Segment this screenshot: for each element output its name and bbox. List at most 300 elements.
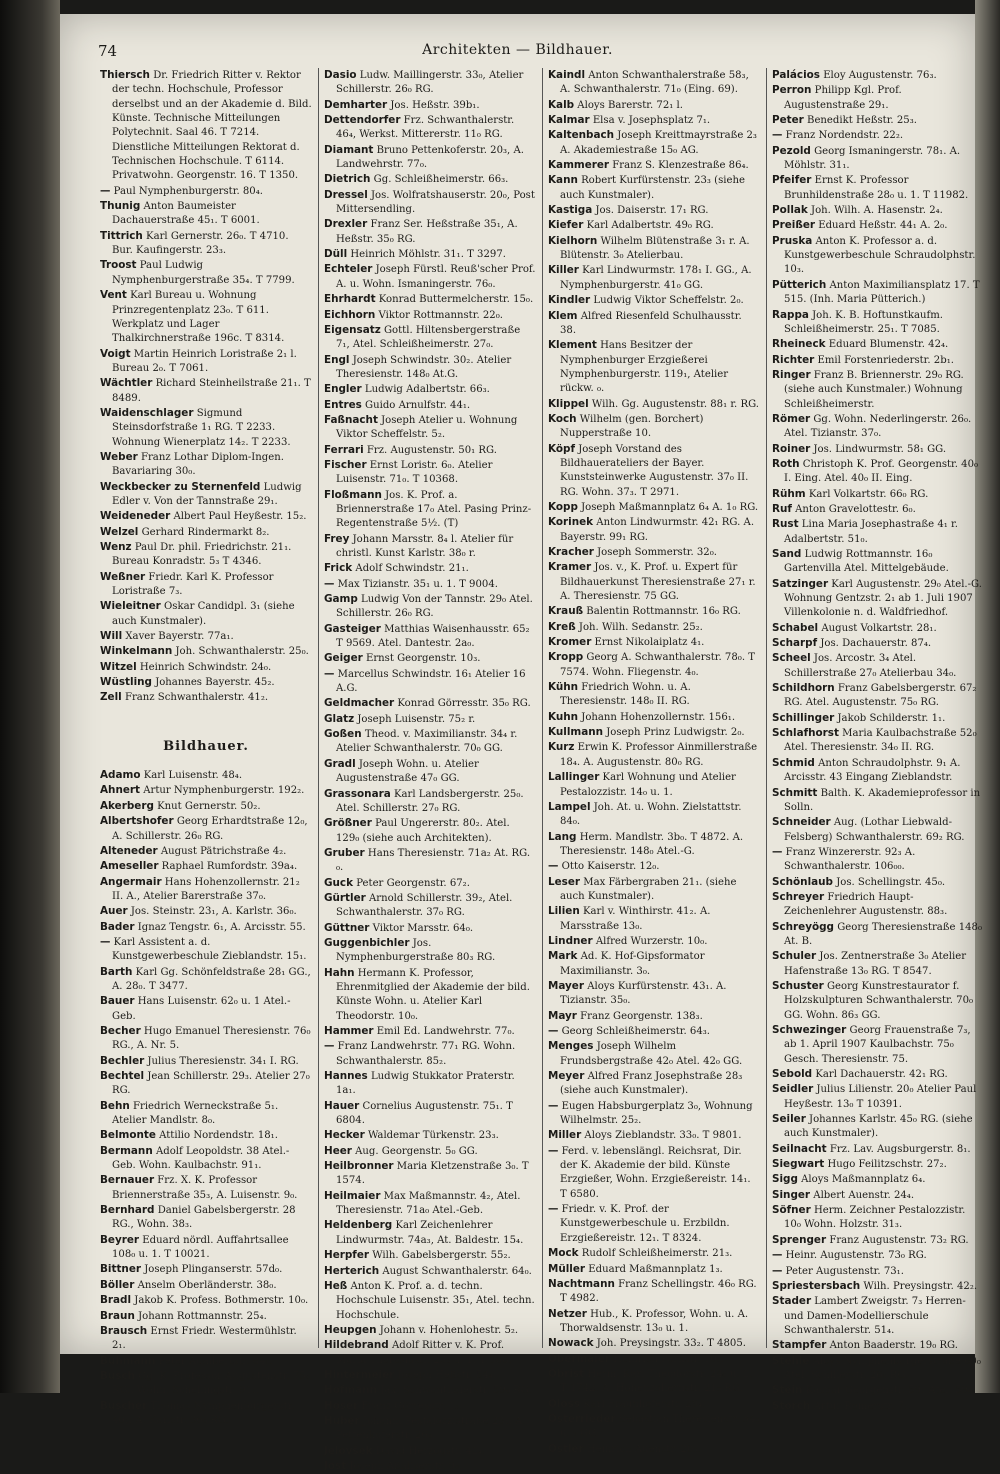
- directory-entry: [772, 144, 984, 174]
- entry-text: Jos. Arcostr. 3₄ Atel. Schillerstraße 27₀ Atelierbau 34₀.: [784, 653, 957, 679]
- entry-name: Demharter: [324, 98, 388, 111]
- entry-name: Schildhorn: [772, 682, 835, 695]
- entry-text: Friedrich Wohn. u. A. Theresienstr. 148₀ II. RG.: [560, 682, 691, 708]
- page-header: [60, 42, 975, 62]
- directory-entry: [100, 229, 312, 259]
- entry-name: Kreß: [548, 620, 576, 633]
- entry-name: Köpf: [548, 442, 575, 455]
- entry-name: Kropp: [548, 651, 584, 664]
- entry-name: Welzel: [100, 525, 139, 538]
- directory-entry: [548, 309, 760, 339]
- entry-name: Albertshofer: [100, 815, 174, 828]
- entry-name: Stein: [772, 1384, 803, 1397]
- column-1: [100, 68, 312, 1426]
- entry-name: Heer: [324, 1144, 352, 1157]
- book-binding: [0, 0, 60, 1393]
- entry-text: Georg Erhardtstraße 12₀, A. Schillerstr. 26₀ RG.: [112, 816, 308, 842]
- entry-text: Waldemar Türkenstr. 23₃.: [367, 1130, 499, 1142]
- directory-entry: [324, 308, 536, 323]
- directory-entry: [548, 203, 760, 218]
- directory-entry: [548, 1412, 760, 1442]
- entry-name: Schneider: [772, 816, 831, 829]
- entry-text: Jos. Heßstr. 39b₁.: [390, 99, 480, 111]
- entry-text: Joseph Plinganserstr. 57d₀.: [144, 1264, 283, 1276]
- entry-name: Stampfer: [772, 1339, 827, 1352]
- entry-text: Hans Besitzer der Nymphenburger Erzgießerei Nymphenburgerstr. 119₁, Atelier rückw. ₀.: [560, 340, 729, 395]
- entry-name: Echteler: [324, 263, 373, 276]
- entry-name: Eichhorn: [324, 308, 376, 321]
- entry-text: Karl Bureau u. Wohnung Prinzregentenplatz 23₀. T 611. Werkplatz und Lager Thalkirchnerstraße 196c. T 8314.: [112, 290, 285, 345]
- entry-text: Karl v. Winthirstr. 41₂. A. Marsstraße 13₀.: [560, 906, 711, 932]
- directory-entry: [100, 199, 312, 229]
- directory-entry: [772, 502, 984, 517]
- directory-entry: [772, 890, 984, 920]
- entry-name: Dietrich: [324, 173, 371, 186]
- entry-text: Joh. Wilh. A. Hasenstr. 2₄.: [811, 205, 943, 217]
- entry-text: Frz. Augustenstr. 50₁ RG.: [366, 444, 497, 456]
- entry-name: Hecker: [324, 1129, 365, 1142]
- directory-entry: [100, 1354, 312, 1369]
- entry-text: Maria Kletzenstraße 3₀. T 1574.: [336, 1161, 529, 1187]
- entry-text: Franz Lothar Diplom-Ingen. Bavariaring 30₀.: [112, 451, 284, 478]
- entry-name: Faßnacht: [324, 413, 378, 426]
- entry-text: Joh. Wilh. Sedanstr. 25₂.: [578, 621, 703, 633]
- directory-entry: [548, 725, 760, 740]
- entry-name: Rühm: [772, 487, 806, 500]
- entry-name: Belmonte: [100, 1129, 156, 1142]
- entry-name: Ostler: [548, 1442, 584, 1455]
- entry-name: Beyrer: [100, 1233, 140, 1246]
- entry-name: Akerberg: [100, 799, 154, 812]
- entry-name: Klement: [548, 339, 597, 352]
- directory-entry: [772, 173, 984, 203]
- directory-entry: [548, 800, 760, 830]
- entry-name: Schönlaub: [772, 875, 833, 888]
- directory-entry: [772, 1142, 984, 1157]
- entry-name: Roiner: [772, 442, 811, 455]
- entry-text: Daniel Gabelsbergerstr. 28 RG., Wohn. 38₃.: [112, 1205, 296, 1231]
- entry-name: —: [548, 860, 559, 873]
- entry-text: Maria Kaulbachstraße 52₀ Atel. Theresienstr. 34₀ II. RG.: [784, 728, 977, 754]
- entry-text: Richard Steinheilstraße 21₁. T 8489.: [112, 378, 311, 404]
- entry-text: Jos. Daiserstr. 17₁ RG.: [595, 205, 709, 217]
- entry-name: Korinek: [548, 516, 594, 529]
- entry-text: Viktor Marsstr. 64₀.: [372, 922, 474, 934]
- entry-name: Kurz: [548, 741, 575, 754]
- entry-name: Barth: [100, 965, 133, 978]
- directory-entry: [324, 443, 536, 458]
- entry-text: Benedikt Heßstr. 25₃.: [807, 115, 917, 127]
- entry-text: Joseph Schwindstr. 30₂. Atelier Theresienstr. 148₀ At.G.: [336, 354, 512, 380]
- section-heading: Bildhauer.: [163, 738, 249, 754]
- entry-text: Paul Ludwig Nymphenburgerstraße 35₄. T 7799.: [112, 260, 295, 286]
- directory-entry: [548, 1246, 760, 1261]
- directory-entry: [100, 644, 312, 659]
- entry-text: Paul Dr. phil. Friedrichstr. 21₁. Bureau Konradstr. 5₃ T 4346.: [112, 542, 292, 568]
- entry-text: Ludwig Rottmannstr. 16₀ Gartenvilla Atel. Mittelgebäude.: [784, 549, 949, 575]
- directory-entry: [548, 1024, 760, 1039]
- entry-text: Anton Maximiliansplatz 17. T 515. (Inh. Maria Pütterich.): [784, 279, 980, 306]
- entry-name: Kromer: [548, 636, 592, 649]
- entry-text: Joseph Aßaliserstr. 9₀.: [349, 1460, 463, 1472]
- entry-text: Attilio Nordendstr. 18₁.: [159, 1130, 278, 1142]
- directory-entry: [548, 1069, 760, 1099]
- entry-name: Weßner: [100, 570, 146, 583]
- entry-text: Ludwig Adalbertstr. 66₃.: [364, 384, 490, 396]
- directory-entry: [100, 347, 312, 377]
- entry-text: Rudolf Schleißheimerstr. 21₃.: [581, 1248, 733, 1260]
- entry-text: Jos. Lindwurmstr. 58₁ GG.: [813, 443, 947, 455]
- directory-entry: [548, 500, 760, 515]
- entry-name: Gasteiger: [324, 622, 381, 635]
- directory-entry: [324, 1218, 536, 1248]
- page-number: 74: [98, 42, 118, 60]
- directory-entry: [100, 1293, 312, 1308]
- entry-text: Lambert Zweigstr. 7₃ Herren- und Damen-Modellierschule Schwanthalerstr. 51₄.: [784, 1296, 966, 1336]
- entry-name: Ahnert: [100, 784, 140, 797]
- directory-entry: [324, 667, 536, 697]
- directory-entry: [548, 1367, 760, 1397]
- directory-entry: [548, 293, 760, 308]
- entry-name: Sprenger: [772, 1233, 827, 1246]
- entry-name: Mark: [548, 950, 578, 963]
- directory-entry: [548, 1009, 760, 1024]
- directory-entry: [324, 1099, 536, 1129]
- entry-text: Wilh. Gabelsbergerstr. 55₂.: [372, 1250, 511, 1262]
- entry-name: Preißer: [772, 219, 815, 232]
- entry-text: Frz. X. K. Professor Briennerstraße 35₃, A. Luisenstr. 9₀.: [112, 1175, 298, 1201]
- entry-name: Stehle: [772, 1354, 810, 1367]
- entry-text: Eduard Maßmannplatz 1₃.: [588, 1263, 723, 1275]
- entry-text: Eloy Augustenstr. 76₃.: [823, 70, 937, 81]
- directory-entry: [772, 487, 984, 502]
- entry-text: Ludwig Stukkator Praterstr. 1a₁.: [336, 1071, 515, 1097]
- directory-entry: [324, 1279, 536, 1323]
- entry-name: Witzel: [100, 660, 137, 673]
- entry-name: Kalmar: [548, 114, 590, 127]
- entry-text: Ernst Loristr. 6₀. Atelier Luisenstr. 71₀. T 10368.: [336, 459, 493, 486]
- running-header: Architekten — Bildhauer.: [422, 42, 613, 58]
- directory-entry: [324, 846, 536, 876]
- entry-name: Hammer: [324, 1025, 374, 1037]
- directory-entry: [100, 994, 312, 1024]
- entry-name: Bermann: [100, 1144, 153, 1157]
- directory-entry: [548, 1099, 760, 1129]
- entry-name: Heilmaier: [324, 1189, 381, 1202]
- entry-text: Franz Schwanthalerstr. 41₂.: [124, 692, 269, 704]
- directory-entry: [100, 376, 312, 406]
- entry-text: Georg Ismaningerstr. 78₁. A. Möhlstr. 31₁.: [784, 145, 961, 172]
- entry-name: Satzinger: [772, 577, 829, 590]
- columns: [100, 68, 983, 1472]
- directory-entry: [772, 949, 984, 979]
- entry-name: —: [548, 1203, 559, 1216]
- entry-name: Eigensatz: [324, 323, 381, 336]
- entry-name: Zell: [100, 691, 122, 704]
- entry-text: Johann Hohenzollernstr. 156₁.: [581, 711, 736, 723]
- entry-name: Winkelmann: [100, 645, 173, 658]
- entry-name: Kühn: [548, 681, 579, 694]
- entry-text: Frz. Lav. Augsburgerstr. 8₁.: [829, 1143, 971, 1155]
- entry-name: Seiler: [772, 1113, 806, 1126]
- entry-text: Karl Wohnung und Atelier Pestalozzistr. 14₀ u. 1.: [560, 772, 736, 798]
- entry-name: Peter: [772, 114, 804, 127]
- directory-entry: [772, 756, 984, 786]
- entry-text: Gg. Schleißheimerstr. 66₃.: [373, 174, 509, 186]
- entry-name: Lang: [548, 830, 577, 843]
- entry-name: Goßen: [324, 728, 362, 741]
- entry-text: Otto Kaiserstr. 12₀.: [561, 861, 660, 873]
- entry-text: Joseph Maßmannplatz 6₄ A. 1₀ RG.: [581, 501, 759, 513]
- entry-text: Friedr. Karl K. Professor Loristraße 7₃.: [112, 571, 274, 598]
- directory-entry: [100, 525, 312, 540]
- entry-text: August Schwanthalerstr. 64₀.: [382, 1265, 532, 1277]
- entry-text: Jos. v., K. Prof. u. Expert für Bildhauerkunst Theresienstraße 27₁ r. A. Theresienstr. 75 GG.: [560, 562, 756, 603]
- directory-entry: [324, 188, 536, 218]
- entry-name: Dressel: [324, 188, 368, 201]
- entry-name: Böller: [100, 1278, 135, 1291]
- entry-name: Bernauer: [100, 1174, 155, 1187]
- directory-entry: [100, 1233, 312, 1263]
- entry-text: Wilhelm (gen. Borchert) Nupperstraße 10.: [560, 413, 704, 440]
- entry-name: Schuster: [772, 979, 824, 992]
- directory-entry: [548, 620, 760, 635]
- directory-entry: [324, 1383, 536, 1398]
- entry-name: Kaltenbach: [548, 129, 615, 142]
- entry-text: Wilhelm Blütenstraße 3₁ r. A. Blütenstr. 3₀ Atelierbau.: [560, 235, 750, 262]
- entry-text: Artur Nymphenburgerstr. 192₂.: [143, 785, 305, 797]
- directory-entry: [772, 726, 984, 756]
- entry-text: Viktor Rottmannstr. 22₀.: [378, 309, 503, 321]
- directory-entry: [324, 113, 536, 143]
- entry-text: Johannes Karlstr. 45₀ RG. (siehe auch Kunstmaler).: [784, 1114, 973, 1140]
- entry-name: —: [548, 1144, 559, 1157]
- entry-text: Sigmund Steinsdorfstraße 1₁ RG. T 2233. Wohnung Wienerplatz 14₂. T 2233.: [112, 407, 291, 448]
- directory-entry: [324, 1459, 536, 1474]
- directory-entry: [324, 382, 536, 397]
- entry-text: Franz Winzererstr. 92₃ A. Schwanthalerstr. 106₀₀.: [784, 846, 916, 873]
- entry-text: Anton Baumeister Dachauerstraße 45₁. T 6001.: [112, 201, 260, 227]
- entry-name: Angermair: [100, 875, 162, 888]
- entry-text: Joseph Prinz Ludwigstr. 2₀.: [606, 727, 745, 739]
- entry-text: Matthias Waisenhausstr. 65₂ T 9569. Atel. Dantestr. 2a₀.: [336, 623, 530, 650]
- entry-name: Menges: [548, 1040, 594, 1053]
- entry-text: Anselm Oberländerstr. 38₀.: [137, 1279, 277, 1291]
- directory-entry: [324, 936, 536, 966]
- directory-entry: [324, 577, 536, 592]
- directory-entry: [100, 1262, 312, 1277]
- entry-text: Herm. Mandlstr. 3b₀. T 4872. A. Theresienstr. 148₀ Atel.-G.: [560, 831, 744, 857]
- entry-text: Karl Lindwurmstr. 178₁ I. GG., A. Nymphenburgerstr. 41₀ GG.: [560, 265, 752, 291]
- directory-entry: [100, 450, 312, 480]
- entry-name: Kiefer: [548, 219, 584, 232]
- entry-text: Anton Baaderstr. 19₀ RG.: [829, 1340, 958, 1352]
- entry-text: Martin Heinrich Loristraße 2₁ l. Bureau 2₀. T 7061.: [112, 348, 297, 374]
- entry-text: August Pätrichstraße 4₂.: [160, 845, 287, 857]
- entry-name: Palácios: [772, 69, 820, 81]
- directory-entry: [100, 1069, 312, 1099]
- entry-text: Franz Nordendstr. 22₂.: [785, 130, 904, 142]
- entry-text: Johann, Pestalozzistraße 23₁, A. Pettenkoferstr. 26₀.: [336, 1415, 526, 1442]
- entry-text: Jos. Nymphenburgerstraße 80₃ RG.: [336, 937, 496, 964]
- directory-entry: [100, 1054, 312, 1069]
- entry-text: Herm. Zeichner Pestalozzistr. 10₀ Wohn. Holzstr. 31₃.: [784, 1205, 966, 1231]
- directory-entry: [772, 1399, 984, 1414]
- directory-entry: [548, 710, 760, 725]
- directory-entry: [772, 1067, 984, 1082]
- directory-entry: [100, 1324, 312, 1354]
- directory-entry: [548, 979, 760, 1009]
- directory-entry: [548, 1397, 760, 1412]
- entry-name: Ehrhardt: [324, 293, 376, 306]
- column-4: [772, 68, 984, 1412]
- entry-name: —: [324, 577, 335, 590]
- entry-text: Heinr. Augustenstr. 73₀ RG.: [785, 1250, 927, 1262]
- entry-text: Joseph Kreittmayrstraße 2₃ A. Akademiestraße 15₀ AG.: [560, 130, 757, 156]
- entry-name: Leser: [548, 875, 581, 888]
- directory-entry: [548, 1336, 760, 1351]
- directory-entry: [772, 1383, 984, 1398]
- entry-text: Aloys Maßmannplatz 6₄.: [801, 1174, 926, 1186]
- entry-name: Alteneder: [100, 844, 158, 857]
- directory-entry: [324, 68, 536, 98]
- directory-entry: [772, 711, 984, 726]
- directory-entry: [772, 442, 984, 457]
- entry-name: Lampel: [548, 800, 591, 813]
- entry-text: Eugen Habsburgerplatz 3₀, Wohnung Wilhelmstr. 25₂.: [560, 1100, 753, 1127]
- entry-text: Lina Maria Josephastraße 4₁ r. Adalbertstr. 51₀.: [784, 519, 958, 545]
- entry-name: Nachtmann: [548, 1277, 615, 1290]
- directory-entry: [324, 323, 536, 353]
- directory-entry: [100, 1099, 312, 1129]
- entry-text: Cornelius Augustenstr. 75₁. T 6804.: [336, 1100, 513, 1127]
- entry-name: Hintermeier: [324, 1368, 395, 1381]
- entry-text: Franz Ser. Heßstraße 35₁, A. Heßstr. 35₀ RG.: [336, 219, 518, 245]
- entry-text: Franz S. Klenzestraße 86₄.: [612, 160, 749, 172]
- directory-entry: [548, 859, 760, 874]
- entry-text: Adolf Leopoldstr. 38 Atel.-Geb. Wohn. Kaulbachstr. 91₁.: [112, 1145, 290, 1172]
- directory-entry: [772, 234, 984, 278]
- entry-name: Gamp: [324, 593, 358, 606]
- entry-name: Kracher: [548, 546, 594, 558]
- entry-text: Karl Dachauerstr. 42₁ RG.: [815, 1069, 948, 1081]
- directory-entry: [548, 560, 760, 604]
- directory-entry: [548, 545, 760, 560]
- entry-name: Sigg: [772, 1173, 798, 1186]
- directory-entry: [772, 337, 984, 352]
- entry-name: Rust: [772, 518, 799, 531]
- entry-text: Johann Rottmannstr. 25₄.: [138, 1310, 267, 1322]
- entry-text: Julius Theresienstr. 34₁ I. RG.: [147, 1055, 299, 1067]
- entry-text: Artur Römerstr. 7₁.: [813, 1400, 912, 1412]
- directory-entry: [324, 1144, 536, 1159]
- entry-text: Alfred Wurzerstr. 10₀.: [595, 935, 708, 947]
- directory-entry: [772, 1172, 984, 1187]
- entry-name: Dettendorfer: [324, 114, 401, 127]
- entry-text: Jos. K. Prof. a. Briennerstraße 17₀ Atel. Pasing Prinz-Regentenstraße 5½. (T): [336, 489, 532, 530]
- entry-name: Bradl: [100, 1294, 132, 1307]
- entry-name: Ringer: [772, 368, 811, 381]
- entry-name: Roth: [772, 457, 800, 470]
- entry-text: Peter Augustenstr. 73₁.: [785, 1265, 904, 1277]
- entry-text: Joseph Sommerstr. 32₀.: [597, 547, 717, 558]
- entry-name: Mock: [548, 1247, 579, 1260]
- directory-entry: [548, 680, 760, 710]
- entry-name: Herterich: [324, 1264, 380, 1277]
- entry-name: Hildebrand: [324, 1339, 389, 1352]
- entry-text: Emil Forstenriederstr. 2b₁.: [817, 354, 954, 366]
- entry-text: Ludwig Viktor Scheffelstr. 2₀.: [593, 295, 744, 307]
- directory-entry: [324, 172, 536, 187]
- directory-entry: [548, 234, 760, 264]
- entry-text: Heinrich Möhlstr. 31₁. T 3297.: [350, 249, 506, 261]
- directory-entry: [100, 844, 312, 859]
- directory-entry: [772, 1264, 984, 1279]
- directory-entry: [548, 904, 760, 934]
- entry-name: Diamant: [324, 143, 374, 156]
- entry-name: Engler: [324, 383, 362, 396]
- entry-name: Behn: [100, 1099, 130, 1112]
- entry-name: Schmid: [772, 756, 815, 769]
- directory-entry: [772, 1023, 984, 1067]
- directory-entry: [772, 1279, 984, 1294]
- directory-entry: [548, 830, 760, 860]
- directory-entry: [100, 965, 312, 995]
- entry-text: Anton K. Professor a. d. Kunstgewerbeschule Schraudolphstr. 10₃.: [784, 235, 976, 276]
- entry-name: Lilien: [548, 905, 580, 918]
- directory-entry: [324, 398, 536, 413]
- entry-text: Elsa v. Josephsplatz 7₁.: [592, 115, 711, 127]
- entry-name: Entres: [324, 398, 362, 411]
- directory-entry: [100, 675, 312, 690]
- directory-entry: [324, 1323, 536, 1338]
- entry-text: Joh. At. u. Wohn. Zielstattstr. 84₀.: [560, 801, 742, 828]
- directory-entry: [100, 660, 312, 675]
- entry-name: Pfeifer: [772, 174, 812, 187]
- directory-entry: [324, 1399, 536, 1414]
- directory-entry: [772, 651, 984, 681]
- entry-text: Jos. Steinstr. 23₁, A. Karlstr. 36₀.: [130, 906, 297, 918]
- directory-entry: [100, 904, 312, 919]
- entry-text: Karl Fraunhoferstr. 29₄.: [583, 1398, 706, 1410]
- directory-entry: [548, 1277, 760, 1307]
- entry-text: Johannes Bayerstr. 45₂.: [155, 677, 275, 689]
- entry-text: Anton Schraudolphstr. 9₁ A. Arcisstr. 43 Eingang Zieblandstr.: [784, 757, 961, 784]
- column-3: [548, 68, 760, 1455]
- entry-text: Jos. Zentnerstraße 3₀ Atelier Hafenstraße 13₀ RG. T 8547.: [784, 951, 967, 977]
- directory-entry: [324, 1039, 536, 1069]
- directory-entry: [548, 770, 760, 800]
- directory-entry: [100, 540, 312, 570]
- directory-entry: [324, 816, 536, 846]
- directory-entry: [100, 1128, 312, 1143]
- entry-text: Aloys Nymphenburgerstraße 60₀ Atel. Schillerstr. 26₀ RG.: [784, 1355, 981, 1381]
- directory-entry: [548, 1039, 760, 1069]
- entry-text: Herm. Karl Theodorstr. 24₀ u. 1. T 1742. A. Hohenzollernstr. 21₀ RG.: [560, 1368, 753, 1395]
- entry-text: Wilh. Preysingstr. 42₂.: [863, 1280, 978, 1292]
- directory-entry: [324, 696, 536, 711]
- directory-entry: [100, 480, 312, 510]
- directory-entry: [548, 740, 760, 770]
- entry-name: Singer: [772, 1188, 811, 1201]
- directory-page: [60, 14, 983, 1472]
- directory-entry: [548, 875, 760, 905]
- directory-entry: [772, 68, 984, 83]
- entry-text: Sebastian Theresienstr. 34₀ u. ₂ GG.: [560, 1413, 760, 1440]
- entry-name: Guggenbichler: [324, 936, 410, 949]
- directory-entry: [324, 891, 536, 921]
- directory-entry: [324, 1338, 536, 1368]
